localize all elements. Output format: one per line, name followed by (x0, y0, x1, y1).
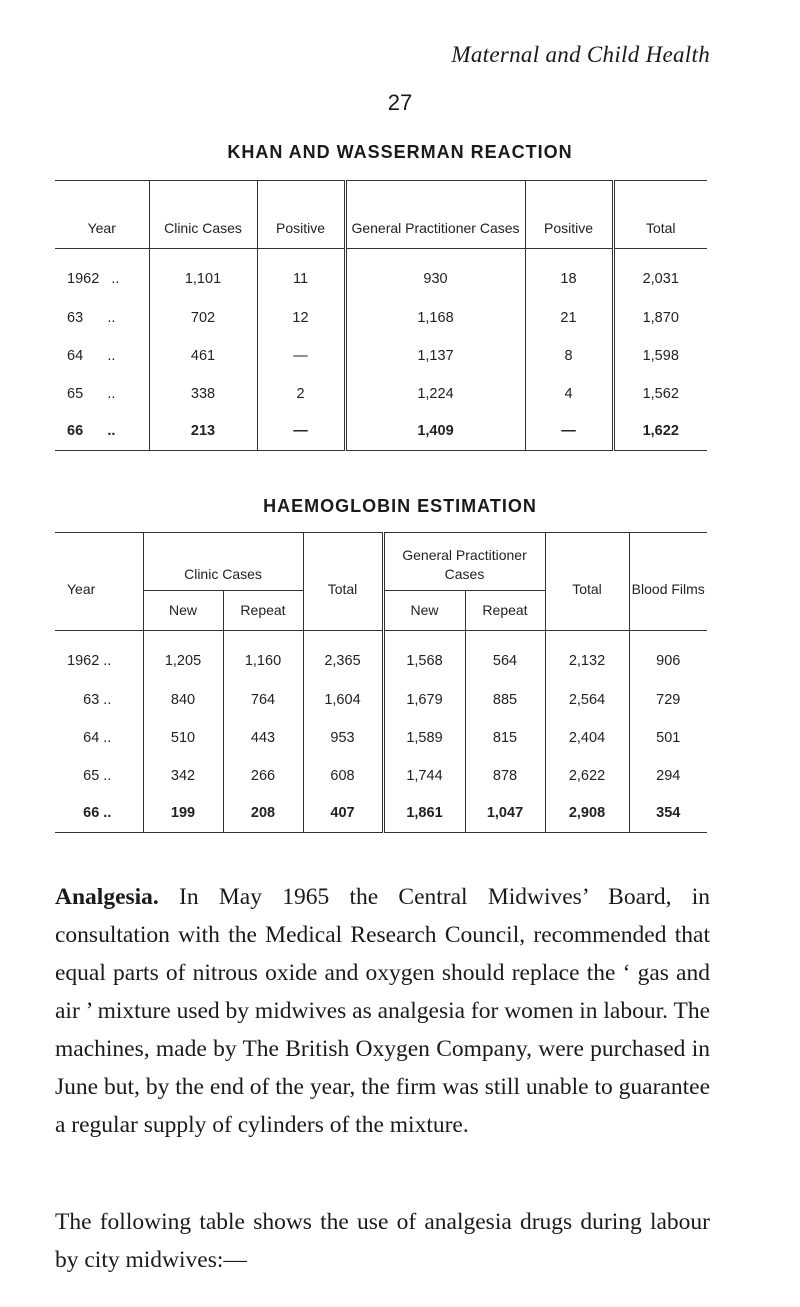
cell-clinic-repeat: 208 (223, 795, 303, 833)
table-row (55, 249, 707, 299)
cell-gp-new: 1,861 (383, 795, 465, 833)
analgesia-paragraph (55, 878, 710, 1144)
cell-positive: 11 (257, 249, 345, 299)
cell-year: 65 .. (83, 767, 112, 784)
cell-total: 608 (303, 757, 383, 795)
col-year: Year (55, 181, 149, 249)
cell-positive: — (257, 337, 345, 375)
table-row (55, 413, 707, 451)
cell-total-2: 2,132 (545, 631, 629, 681)
col-clinic-cases: Clinic Cases (143, 533, 303, 591)
table-row (55, 631, 707, 681)
cell-positive-2: 21 (525, 299, 613, 337)
cell-positive-2: — (525, 413, 613, 451)
cell-year: 66 .. (83, 805, 112, 822)
col-positive-2: Positive (525, 181, 613, 249)
cell-gp-new: 1,679 (383, 681, 465, 719)
cell-positive-2: 18 (525, 249, 613, 299)
cell-gp: 930 (345, 249, 525, 299)
col-blood-films: Blood Films (629, 533, 707, 631)
cell-total: 1,622 (613, 413, 707, 451)
cell-year: 63 .. (67, 309, 116, 326)
col-gp-cases: General Practitioner Cases (345, 181, 525, 249)
cell-clinic: 213 (149, 413, 257, 451)
cell-total-2: 2,908 (545, 795, 629, 833)
table-row (55, 719, 707, 757)
table-header-row (55, 181, 707, 249)
col-gp-repeat: Repeat (465, 591, 545, 631)
cell-clinic-new: 199 (143, 795, 223, 833)
col-clinic-cases: Clinic Cases (149, 181, 257, 249)
cell-clinic: 1,101 (149, 249, 257, 299)
cell-positive: — (257, 413, 345, 451)
cell-positive: 12 (257, 299, 345, 337)
page-number: 27 (387, 90, 413, 115)
cell-clinic-new: 1,205 (143, 631, 223, 681)
cell-positive: 2 (257, 375, 345, 413)
running-head: Maternal and Child Health (451, 42, 710, 67)
table-row (55, 299, 707, 337)
cell-clinic: 461 (149, 337, 257, 375)
table-row (55, 681, 707, 719)
table-row (55, 795, 707, 833)
cell-blood-films: 729 (629, 681, 707, 719)
cell-blood-films: 354 (629, 795, 707, 833)
cell-gp-repeat: 815 (465, 719, 545, 757)
cell-year: 65 .. (67, 385, 116, 402)
cell-clinic-new: 840 (143, 681, 223, 719)
cell-year: 64 .. (83, 729, 112, 746)
table-header-row (55, 533, 707, 591)
table-row (55, 757, 707, 795)
cell-total: 2,365 (303, 631, 383, 681)
cell-total: 1,598 (613, 337, 707, 375)
cell-total: 1,870 (613, 299, 707, 337)
cell-gp-new: 1,744 (383, 757, 465, 795)
cell-total-2: 2,564 (545, 681, 629, 719)
col-total: Total (303, 533, 383, 631)
cell-gp-repeat: 885 (465, 681, 545, 719)
cell-clinic-repeat: 266 (223, 757, 303, 795)
cell-gp: 1,168 (345, 299, 525, 337)
cell-gp-repeat: 1,047 (465, 795, 545, 833)
cell-total: 2,031 (613, 249, 707, 299)
cell-positive-2: 8 (525, 337, 613, 375)
table-row (55, 337, 707, 375)
col-gp-cases: General Practitioner Cases (383, 533, 545, 591)
analgesia-body: In May 1965 the Central Midwives’ Board, in consultation with the Medical Research Council, recommended that equal parts of nitrous oxide and oxygen should replace the ‘ gas and air ’ mixture used by midwives as analgesia for women in labour. The machines, made by The British Oxygen Company, were purchased in June but, by the end of the year, the firm was still unable to guarantee a regular supply of cylinders of the mixture. (55, 884, 711, 1138)
cell-clinic: 338 (149, 375, 257, 413)
following-table-paragraph: The following table shows the use of analgesia drugs during labour by city midwives:— (55, 1209, 710, 1273)
col-clinic-new: New (143, 591, 223, 631)
cell-gp: 1,409 (345, 413, 525, 451)
haemoglobin-table (55, 532, 707, 833)
khan-table-title: KHAN AND WASSERMAN REACTION (227, 142, 573, 162)
table-row (55, 375, 707, 413)
cell-blood-films: 906 (629, 631, 707, 681)
cell-total-2: 2,622 (545, 757, 629, 795)
cell-year: 1962 .. (67, 270, 120, 287)
cell-year: 66 .. (67, 423, 116, 440)
cell-clinic-repeat: 1,160 (223, 631, 303, 681)
cell-total: 1,604 (303, 681, 383, 719)
cell-total: 1,562 (613, 375, 707, 413)
cell-positive-2: 4 (525, 375, 613, 413)
col-total-2: Total (545, 533, 629, 631)
cell-gp: 1,137 (345, 337, 525, 375)
cell-total-2: 2,404 (545, 719, 629, 757)
col-positive: Positive (257, 181, 345, 249)
col-total: Total (613, 181, 707, 249)
cell-blood-films: 294 (629, 757, 707, 795)
col-year: Year (55, 533, 143, 631)
cell-clinic-new: 342 (143, 757, 223, 795)
cell-year: 1962 .. (67, 652, 112, 669)
haemoglobin-table-title: HAEMOGLOBIN ESTIMATION (263, 496, 537, 516)
col-gp-new: New (383, 591, 465, 631)
cell-gp-repeat: 564 (465, 631, 545, 681)
cell-gp-new: 1,568 (383, 631, 465, 681)
cell-gp: 1,224 (345, 375, 525, 413)
cell-clinic-repeat: 443 (223, 719, 303, 757)
analgesia-heading: Analgesia. (55, 884, 159, 910)
cell-blood-films: 501 (629, 719, 707, 757)
cell-total: 407 (303, 795, 383, 833)
cell-year: 63 .. (83, 691, 112, 708)
cell-clinic-repeat: 764 (223, 681, 303, 719)
cell-gp-new: 1,589 (383, 719, 465, 757)
khan-wasserman-table (55, 180, 707, 451)
cell-year: 64 .. (67, 347, 116, 364)
cell-total: 953 (303, 719, 383, 757)
cell-gp-repeat: 878 (465, 757, 545, 795)
cell-clinic: 702 (149, 299, 257, 337)
cell-clinic-new: 510 (143, 719, 223, 757)
col-clinic-repeat: Repeat (223, 591, 303, 631)
